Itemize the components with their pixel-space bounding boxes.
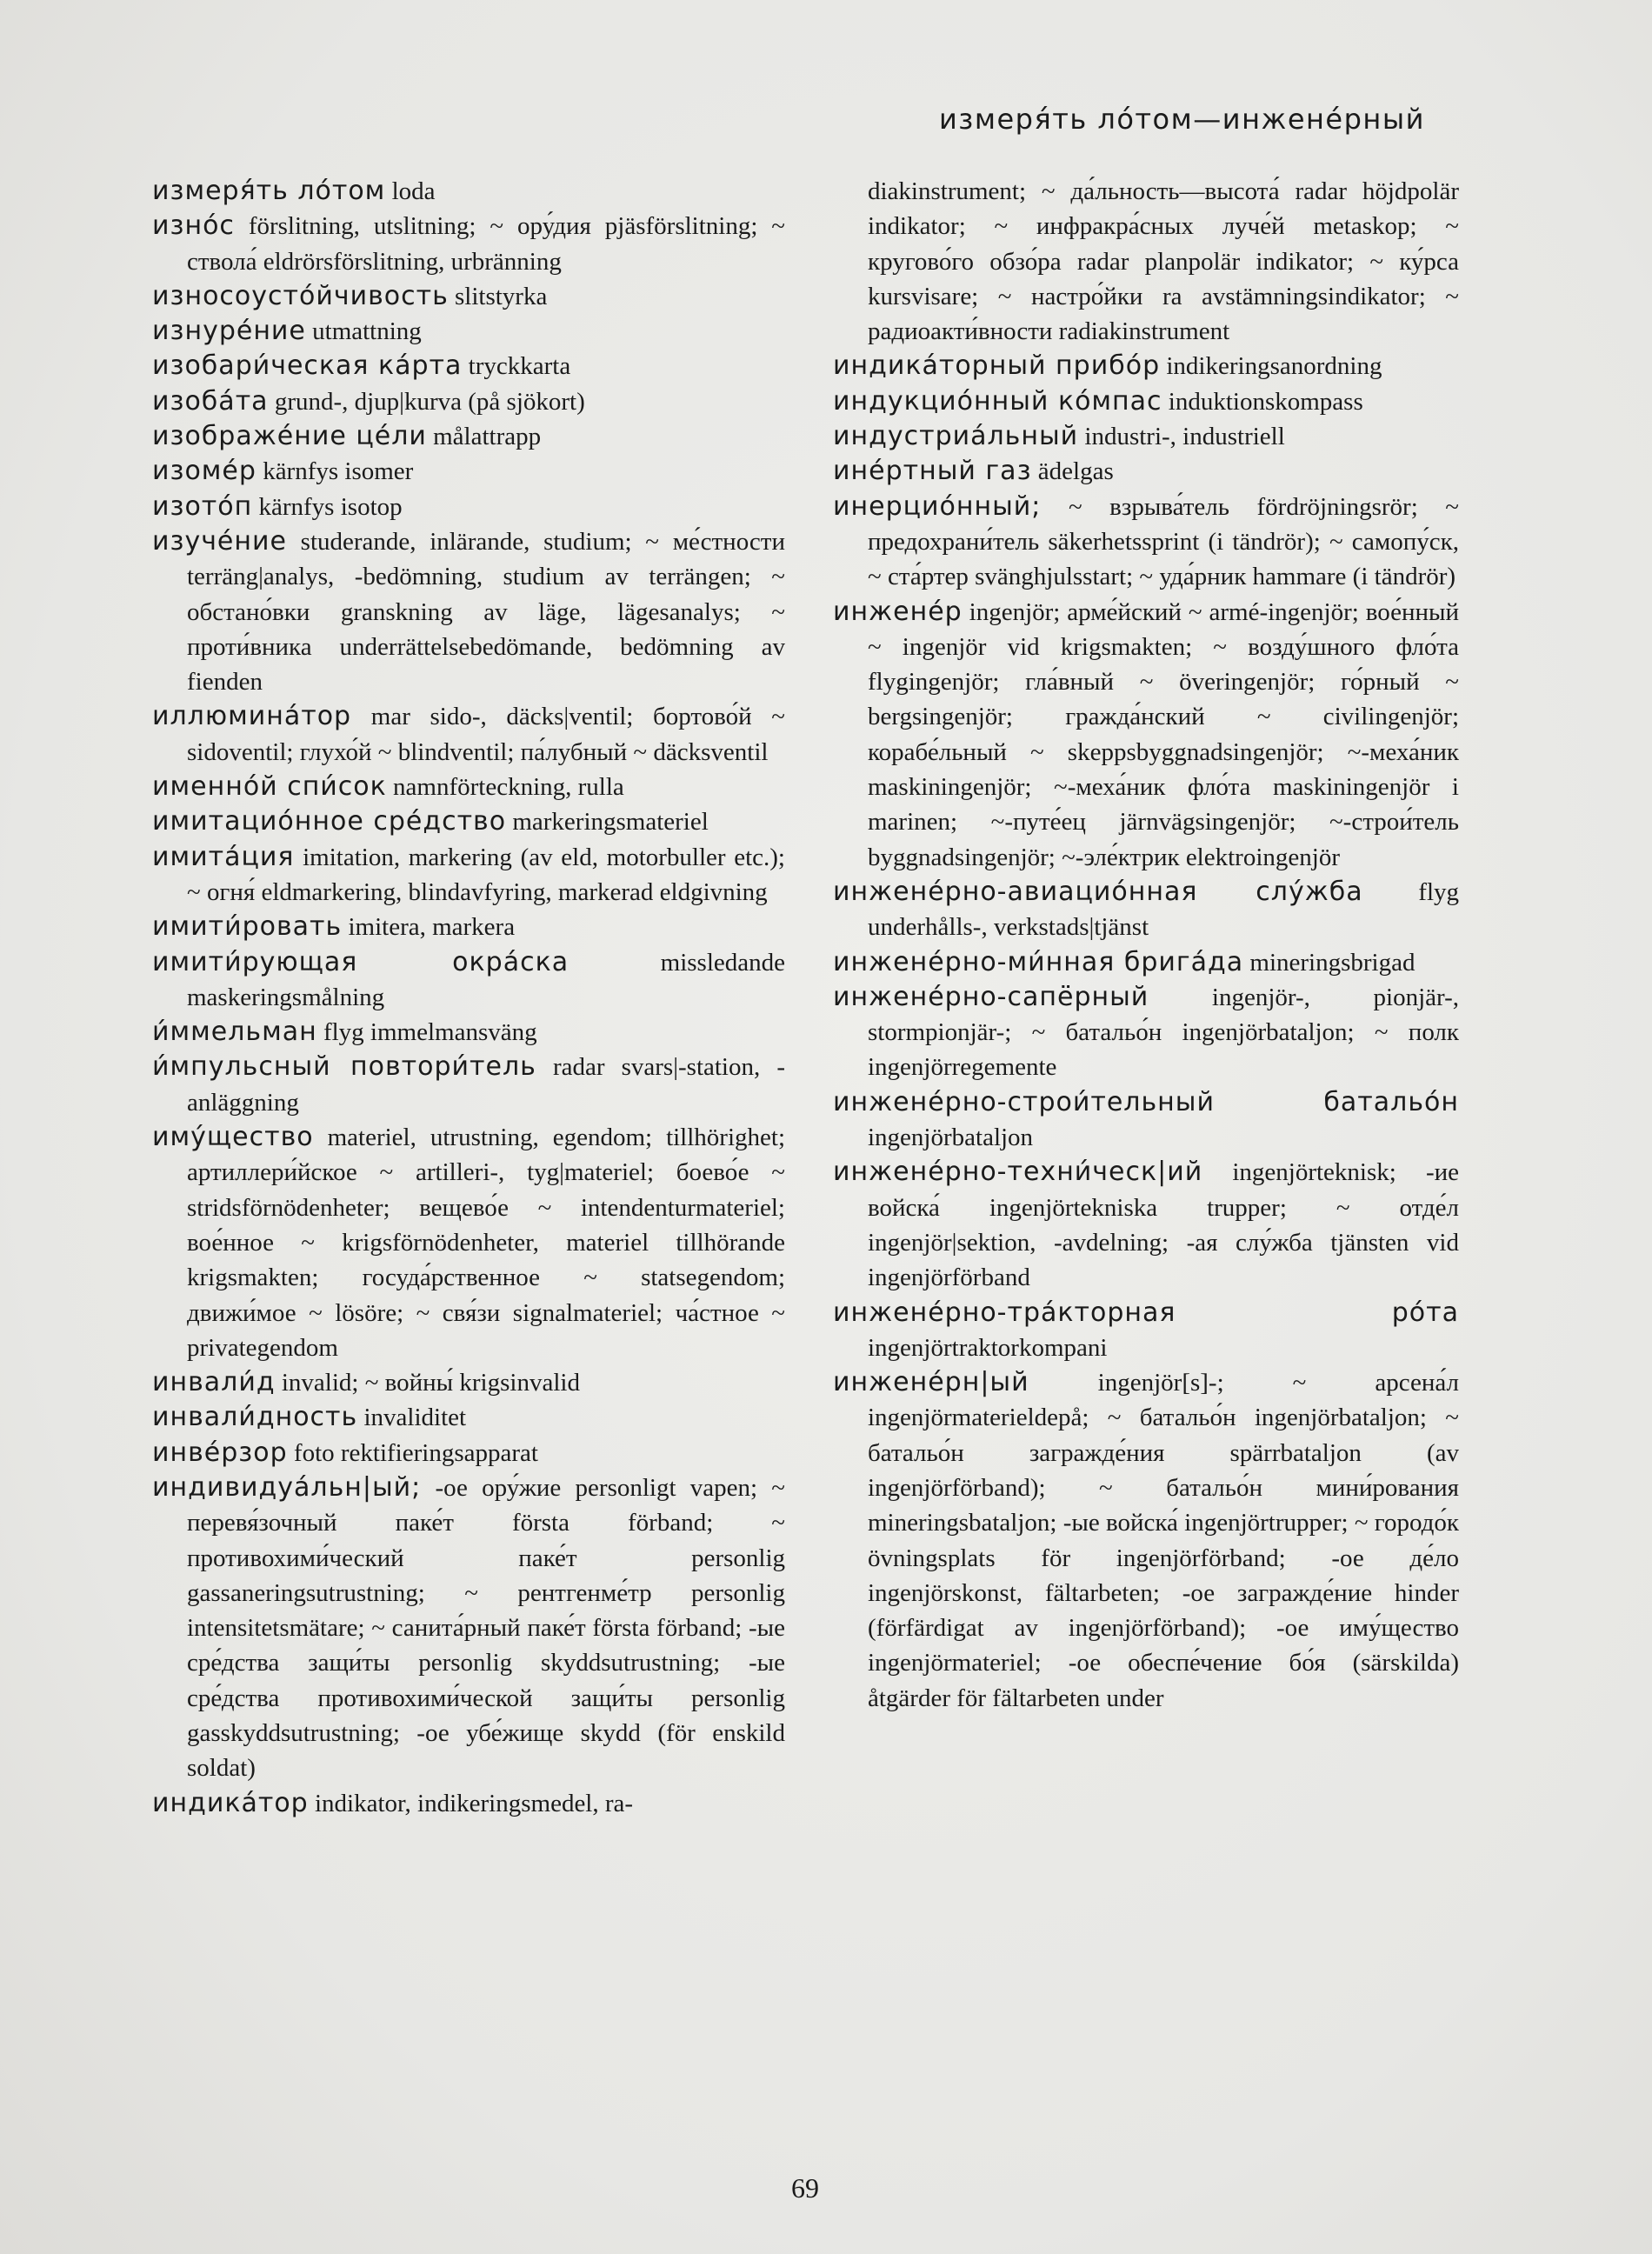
entry-definition: radar svars|-station, -anläggning <box>187 1053 785 1117</box>
dictionary-entry <box>833 1365 1459 1716</box>
dictionary-entry <box>833 1085 1459 1156</box>
dictionary-entry <box>152 490 785 524</box>
entry-headword: иллюмина́тор <box>152 701 352 732</box>
dictionary-entry <box>833 945 1459 980</box>
entry-headword: имита́ция <box>152 841 295 872</box>
entry-definition: utmattning <box>305 317 422 346</box>
entry-definition: flyg immelmansväng <box>316 1018 537 1047</box>
entry-headword: инжене́рно-тра́кторная ро́та <box>833 1297 1459 1328</box>
entry-definition: foto rektifieringsapparat <box>287 1438 538 1467</box>
entry-headword: изуче́ние <box>152 525 287 557</box>
entry-definition: ingenjörtraktorkompani <box>868 1333 1108 1362</box>
entry-definition: ingenjör; арме́йский ~ armé-ingenjör; вое́нный ~ ingenjör vid krigsmakten; ~ возду́шного фло́та flygingenjör; гла́вный ~ överingenjör; го́рный ~ bergsingenjör; гражда́нский ~ civilingenjör; корабе́льный ~ skeppsbyggnadsingenjör; ~-меха́ник maskiningenjör; ~-меха́ник фло́та maskiningenjör i marinen; ~-путе́ец järnvägsingenjör; ~-строи́тель byggnadsingenjör; ~-эле́ктрик elektroingenjör <box>868 597 1459 871</box>
entry-headword: имити́рующая окра́ска <box>152 946 570 977</box>
entry-headword: и́мпульсный повтори́тель <box>152 1051 536 1083</box>
dictionary-entry <box>833 1155 1459 1295</box>
dictionary-entry <box>152 1050 785 1120</box>
entry-headword: индивидуа́льн|ый; <box>152 1471 422 1503</box>
dictionary-entry <box>152 524 785 699</box>
entry-headword: ине́ртный газ <box>833 456 1032 487</box>
entry-definition: tryckkarta <box>462 352 571 381</box>
entry-headword: инжене́рно-сапёрный <box>833 981 1149 1012</box>
dictionary-entry <box>833 980 1459 1085</box>
entry-headword: изно́с <box>152 210 235 242</box>
dictionary-entry <box>152 1470 785 1786</box>
entry-definition: loda <box>385 177 436 205</box>
entry-headword: инжене́рн|ый <box>833 1367 1029 1398</box>
entry-headword: инжене́рно-строи́тельный батальо́н <box>833 1086 1459 1117</box>
dictionary-entry <box>152 419 785 454</box>
entry-headword: инерцио́нный; <box>833 490 1042 522</box>
entry-definition: imitera, markera <box>342 913 516 942</box>
entry-headword: инжене́рно-авиацио́нная слу́жба <box>833 876 1363 907</box>
entry-definition: flyg underhålls-, verkstads|tjänst <box>868 877 1459 942</box>
entry-definition: förslitning, utslitning; ~ ору́дия pjäsförslitning; ~ ствола́ eldrörsförslitning, urbränning <box>187 212 785 276</box>
entry-headword: изоба́та <box>152 385 269 417</box>
entry-headword: индукцио́нный ко́мпас <box>833 385 1162 417</box>
entry-headword: инжене́рно-ми́нная брига́да <box>833 946 1244 977</box>
entry-definition: namnförteckning, rulla <box>386 773 624 802</box>
entry-headword: изображе́ние це́ли <box>152 421 427 452</box>
dictionary-entry <box>152 279 785 314</box>
dictionary-entry <box>152 209 785 279</box>
entry-headword: инве́рзор <box>152 1437 288 1468</box>
entry-definition: invaliditet <box>357 1404 467 1432</box>
entry-definition: diakinstrument; ~ да́льность—высота́ radar höjdpolär indikator; ~ инфракра́сных луче́й metaskop; ~ кругово́го обзо́ра radar planpolär indikator; ~ ку́рса kursvisare; ~ настро́йки ra avstämningsindikator; ~ радиоакти́вности radiakinstrument <box>868 177 1459 346</box>
entry-headword: изото́п <box>152 490 253 522</box>
dictionary-entry <box>152 804 785 839</box>
entry-headword: именно́й спи́сок <box>152 771 387 803</box>
entry-headword: и́ммельман <box>152 1017 317 1048</box>
entry-definition: ingenjörteknisk; -ие войска́ ingenjörtekniska trupper; ~ отде́л ingenjör|sektion, -avdelning; -ая слу́жба tjänsten vid ingenjörförband <box>868 1158 1459 1292</box>
entry-definition: markeringsmateriel <box>506 808 709 837</box>
dictionary-entry <box>152 349 785 383</box>
dictionary-entry <box>152 454 785 489</box>
running-head: измеря́ть ло́том—инжене́рный <box>939 103 1425 136</box>
dictionary-entry <box>833 490 1459 595</box>
dictionary-entry <box>833 454 1459 489</box>
entry-definition: ingenjör-, pionjär-, stormpionjär-; ~ батальо́н ingenjörbataljon; ~ полк ingenjörregemente <box>868 983 1459 1082</box>
entry-headword: инжене́рно-техни́ческ|ий <box>833 1157 1203 1188</box>
dictionary-entry <box>833 419 1459 454</box>
entry-definition: kärnfys isomer <box>256 457 414 486</box>
dictionary-entry <box>833 349 1459 383</box>
right-column <box>833 174 1459 1716</box>
entry-definition: materiel, utrustning, egendom; tillhörighet; артиллери́йское ~ artilleri-, tyg|materiel; боево́е ~ stridsförnödenheter; вещево́е ~ intendenturmateriel; вое́нное ~ krigsförnödenheter, materiel tillhörande krigsmakten; госуда́рственное ~ statsegendom; движи́мое ~ lösöre; ~ свя́зи signalmateriel; ча́стное ~ privategendom <box>187 1124 785 1362</box>
entry-headword: износоусто́йчивость <box>152 280 449 311</box>
dictionary-entry <box>152 1015 785 1050</box>
dictionary-entry <box>152 910 785 944</box>
entry-definition: mineringsbrigad <box>1243 948 1416 977</box>
entry-definition: imitation, markering (av eld, motorbuller etc.); ~ огня́ eldmarkering, blindavfyring, markerad eldgivning <box>187 843 785 906</box>
dictionary-entry <box>152 384 785 419</box>
entry-headword: изоме́р <box>152 456 256 487</box>
entry-headword: индустриа́льный <box>833 421 1079 452</box>
entry-definition: slitstyrka <box>448 282 548 310</box>
dictionary-entry <box>833 174 1459 349</box>
dictionary-entry <box>152 1120 785 1365</box>
entry-definition: missledande maskeringsmålning <box>187 948 785 1011</box>
entry-headword: индика́торный прибо́р <box>833 350 1161 382</box>
entry-definition: studerande, inlärande, studium; ~ ме́стности terräng|analys, -bedömning, studium av terrängen; ~ обстано́вки granskning av läge, lägesanalys; ~ проти́вника underrättelsebedömande, bedömning av fienden <box>187 527 785 697</box>
entry-headword: имити́ровать <box>152 911 343 943</box>
entry-headword: изнуре́ние <box>152 316 306 347</box>
dictionary-entry <box>152 1400 785 1435</box>
entry-definition: ~ взрыва́тель fördröjningsrör; ~ предохрани́тель säkerhetssprint (i tändrör); ~ самопу́ск, ~ ста́ртер svänghjulsstart; ~ уда́рник hammare (i tändrör) <box>868 492 1459 591</box>
entry-definition: ingenjörbataljon <box>868 1124 1034 1152</box>
entry-headword: изобари́ческая ка́рта <box>152 350 463 382</box>
dictionary-entry <box>152 174 785 209</box>
dictionary-entry <box>152 840 785 910</box>
entry-definition: induktionskompass <box>1162 387 1363 416</box>
entry-definition: indikator, indikeringsmedel, ra- <box>308 1789 634 1817</box>
dictionary-entry <box>152 1786 785 1821</box>
dictionary-entry <box>152 699 785 770</box>
dictionary-entry <box>833 595 1459 875</box>
entry-headword: индика́тор <box>152 1787 309 1818</box>
entry-definition: invalid; ~ войны́ krigsinvalid <box>275 1369 580 1397</box>
entry-headword: инвали́дность <box>152 1402 358 1433</box>
entry-headword: измеря́ть ло́том <box>152 176 386 206</box>
dictionary-entry <box>152 1365 785 1400</box>
dictionary-entry <box>833 1296 1459 1366</box>
entry-definition: mar sido-, däcks|ventil; бортово́й ~ sidoventil; глухо́й ~ blindventil; па́лубный ~ däcksventil <box>187 703 785 766</box>
entry-headword: иму́щество <box>152 1122 314 1153</box>
entry-headword: инвали́д <box>152 1367 276 1398</box>
dictionary-entry <box>152 945 785 1016</box>
entry-headword: инжене́р <box>833 596 963 627</box>
dictionary-entry <box>833 384 1459 419</box>
entry-definition: -ое ору́жие personligt vapen; ~ перевя́зочный паке́т första förband; ~ противохими́ческий паке́т personlig gassaneringsutrustning; ~ рентгенме́тр personlig intensitetsmätare; ~ санита́рный паке́т första förband; -ые сре́дства защи́ты personlig skyddsutrustning; -ые сре́дства противохими́ческой защи́ты personlig gasskyddsutrustning; -ое убе́жище skydd (för enskild soldat) <box>187 1473 785 1783</box>
entry-definition: grund-, djup|kurva (på sjökort) <box>268 387 585 416</box>
entry-definition: målattrapp <box>426 423 542 451</box>
entry-definition: indikeringsanordning <box>1160 352 1382 381</box>
entry-headword: имитацио́нное сре́дство <box>152 806 507 837</box>
page-number: 69 <box>791 2172 819 2204</box>
entry-definition: ädelgas <box>1031 457 1114 486</box>
left-column <box>152 174 785 1821</box>
entry-definition: kärnfys isotop <box>252 492 403 521</box>
dictionary-entry <box>152 314 785 349</box>
entry-definition: industri-, industriell <box>1078 423 1285 451</box>
dictionary-entry <box>152 1436 785 1470</box>
dictionary-entry <box>833 875 1459 945</box>
dictionary-entry <box>152 770 785 804</box>
entry-definition: ingenjör[s]-; ~ арсена́л ingenjörmaterieldepå; ~ батальо́н ingenjörbataljon; ~ батальо́н загражде́ния spärrbataljon (av ingenjörförband); ~ батальо́н мини́рования mineringsbataljon; -ые войска́ ingenjörtrupper; ~ городо́к övningsplats för ingenjörförband; -ое де́ло ingenjörskonst, fältarbeten; -ое загражде́ние hinder (förfärdigat av ingenjörförband); -ое иму́щество ingenjörmateriel; -ое обеспе́чение бо́я (särskilda) åtgärder för fältarbeten under <box>868 1369 1459 1712</box>
